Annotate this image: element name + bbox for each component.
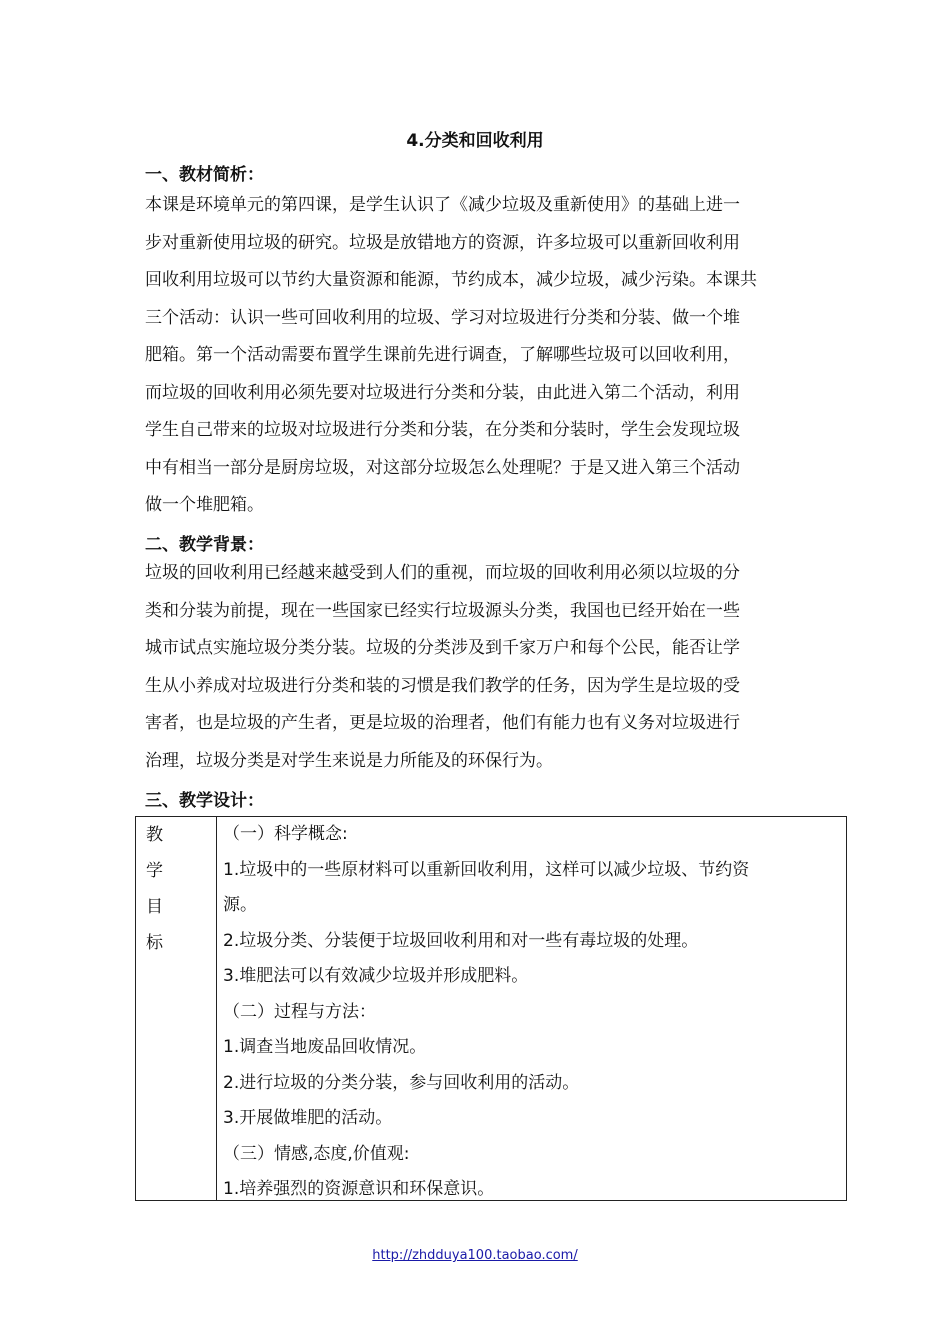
paragraph-line: 而垃圾的回收利用必须先要对垃圾进行分类和分装，由此进入第二个活动，利用 xyxy=(145,382,740,403)
label-char: 学 xyxy=(146,861,163,881)
paragraph-line: 本课是环境单元的第四课，是学生认识了《减少垃圾及重新使用》的基础上进一 xyxy=(145,195,740,215)
paragraph-line: 回收利用垃圾可以节约大量资源和能源，节约成本，减少垃圾，减少污染。本课共 xyxy=(145,270,757,290)
section-heading-teaching-background: 二、教学背景： xyxy=(145,535,264,555)
paragraph-line: 类和分装为前提，现在一些国家已经实行垃圾源头分类，我国也已经开始在一些 xyxy=(145,600,740,621)
paragraph-line: 做一个堆肥箱。 xyxy=(145,495,264,515)
paragraph-line: 垃圾的回收利用已经越来越受到人们的重视，而垃圾的回收利用必须以垃圾的分 xyxy=(145,563,740,583)
paragraph-line: 步对重新使用垃圾的研究。垃圾是放错地方的资源，许多垃圾可以重新回收利用 xyxy=(145,232,740,253)
paragraph-line: 肥箱。第一个活动需要布置学生课前先进行调查，了解哪些垃圾可以回收利用， xyxy=(145,345,740,365)
paragraph-line: 生从小养成对垃圾进行分类和装的习惯是我们教学的任务，因为学生是垃圾的受 xyxy=(145,675,740,696)
document-title: 4.分类和回收利用 xyxy=(406,131,544,151)
section-heading-teaching-design: 三、教学设计： xyxy=(145,791,264,811)
paragraph-line: 治理，垃圾分类是对学生来说是力所能及的环保行为。 xyxy=(145,750,553,771)
label-char: 标 xyxy=(146,933,163,953)
label-char: 教 xyxy=(146,825,163,845)
content-line: 1.调查当地废品回收情况。 xyxy=(223,1037,427,1057)
content-line: 源。 xyxy=(223,895,257,915)
teaching-goals-table xyxy=(135,816,847,1201)
paragraph-line: 城市试点实施垃圾分类分装。垃圾的分类涉及到千家万户和每个公民，能否让学 xyxy=(145,638,740,658)
paragraph-line: 三个活动：认识一些可回收利用的垃圾、学习对垃圾进行分类和分装、做一个堆 xyxy=(145,307,740,328)
content-line: 2.进行垃圾的分类分装，参与回收利用的活动。 xyxy=(223,1072,580,1093)
table-column-divider xyxy=(216,817,217,1200)
paragraph-line: 中有相当一部分是厨房垃圾，对这部分垃圾怎么处理呢？于是又进入第三个活动 xyxy=(145,457,740,478)
content-line: 3.开展做堆肥的活动。 xyxy=(223,1108,393,1128)
table-content-cell xyxy=(223,817,843,1208)
content-line: （二）过程与方法： xyxy=(223,1001,376,1022)
content-line: 1.垃圾中的一些原材料可以重新回收利用，这样可以减少垃圾、节约资 xyxy=(223,859,750,880)
content-line: 3.堆肥法可以有效减少垃圾并形成肥料。 xyxy=(223,966,529,986)
content-line: （一）科学概念: xyxy=(223,824,348,844)
table-label-cell xyxy=(146,817,176,961)
footer-link[interactable]: http://zhdduya100.taobao.com/ xyxy=(372,1248,578,1263)
content-line: 2.垃圾分类、分装便于垃圾回收利用和对一些有毒垃圾的处理。 xyxy=(223,930,699,951)
paragraph-line: 害者，也是垃圾的产生者，更是垃圾的治理者，他们有能力也有义务对垃圾进行 xyxy=(145,713,740,733)
content-line: （三）情感,态度,价值观: xyxy=(223,1143,410,1164)
section-heading-textbook-analysis: 一、教材简析： xyxy=(145,165,264,185)
section-paragraph-teaching-background xyxy=(145,555,820,780)
label-char: 目 xyxy=(146,897,163,917)
section-paragraph-textbook-analysis xyxy=(145,187,820,525)
page-footer xyxy=(0,1248,950,1263)
content-line: 1.培养强烈的资源意识和环保意识。 xyxy=(223,1179,495,1199)
paragraph-line: 学生自己带来的垃圾对垃圾进行分类和分装，在分类和分装时，学生会发现垃圾 xyxy=(145,420,740,440)
